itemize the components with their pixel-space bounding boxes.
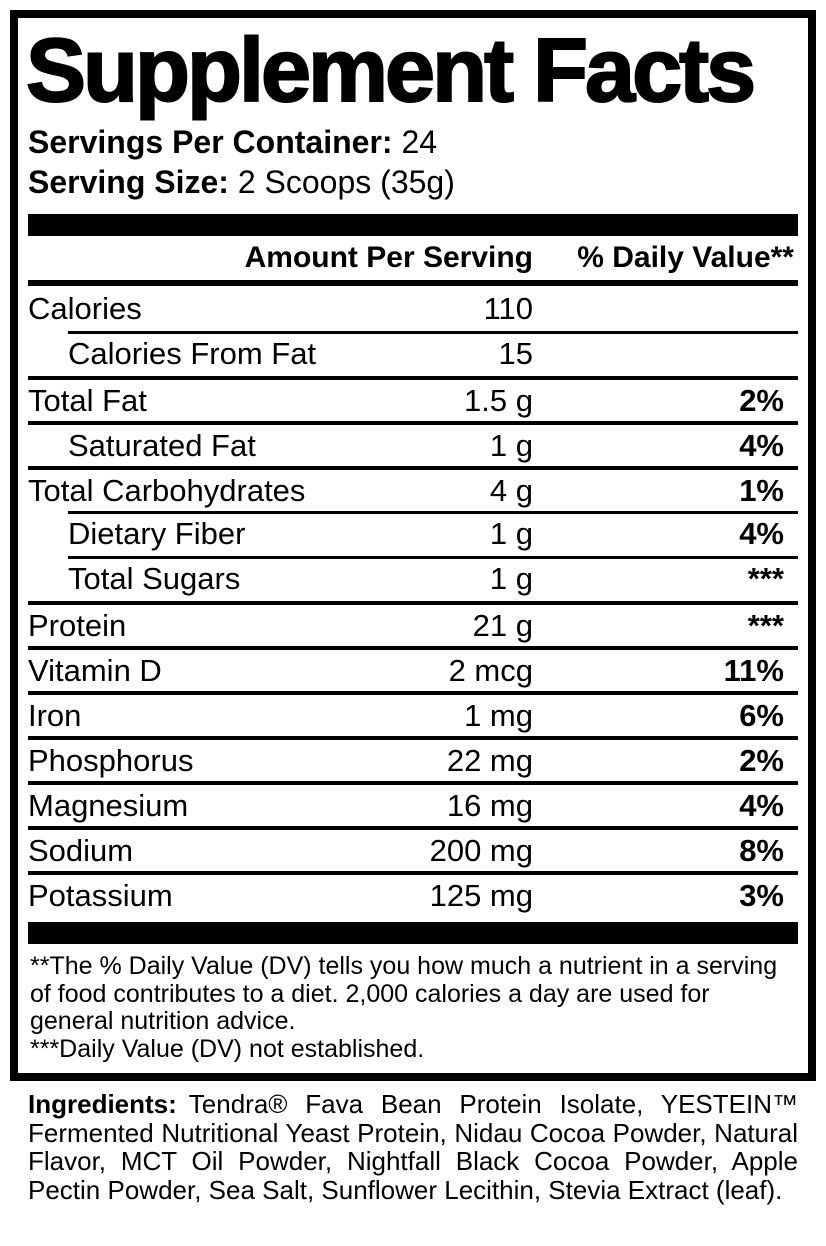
nutrient-dv: 2%	[739, 742, 784, 778]
nutrient-dv: ***	[747, 560, 784, 596]
nutrient-amount: 1 mg	[464, 697, 533, 733]
table-row-calories-from-fat	[28, 331, 798, 376]
nutrient-name: Calories	[28, 290, 142, 326]
nutrient-amount: 200 mg	[429, 832, 533, 868]
nutrient-dv: 2%	[739, 382, 784, 418]
table-row-saturated-fat	[28, 421, 798, 466]
table-row-calories	[28, 286, 798, 331]
ingredients-label: Ingredients:	[28, 1089, 177, 1119]
nutrient-name: Total Sugars	[68, 560, 241, 596]
divider-bar-top	[28, 214, 798, 236]
nutrient-name: Phosphorus	[28, 742, 194, 778]
serving-size-value: 2 Scoops (35g)	[237, 164, 455, 200]
table-row-dietary-fiber	[28, 511, 798, 556]
nutrient-amount: 16 mg	[446, 787, 533, 823]
nutrient-name: Potassium	[28, 877, 173, 913]
supplement-facts-panel	[10, 10, 816, 1081]
nutrient-name: Total Carbohydrates	[28, 472, 306, 508]
servings-per-container	[28, 122, 798, 162]
nutrient-name: Saturated Fat	[68, 427, 256, 463]
nutrient-name: Total Fat	[28, 382, 147, 418]
table-row-vitamin-d	[28, 646, 798, 691]
nutrient-name: Vitamin D	[28, 652, 162, 688]
daily-value-header: % Daily Value**	[577, 241, 794, 274]
nutrient-amount: 1.5 g	[464, 382, 533, 418]
table-header-row	[28, 236, 798, 280]
nutrient-dv: ***	[747, 607, 784, 643]
nutrient-table	[28, 286, 798, 916]
panel-title: Supplement Facts	[26, 21, 754, 121]
nutrient-amount: 15	[498, 335, 533, 371]
table-row-magnesium	[28, 781, 798, 826]
table-row-potassium	[28, 871, 798, 916]
nutrient-dv: 8%	[739, 832, 784, 868]
nutrient-amount: 1 g	[489, 427, 533, 463]
ingredients-paragraph	[28, 1090, 798, 1204]
nutrient-name: Protein	[28, 607, 127, 643]
nutrient-name: Sodium	[28, 832, 134, 868]
nutrient-name: Iron	[28, 697, 82, 733]
daily-value-footnote: **The % Daily Value (DV) tells you how much a nutrient in a serving of food contributes to a diet. 2,000 calories a day are used for general nutrition advice.	[30, 952, 778, 1035]
nutrient-amount: 2 mcg	[448, 652, 533, 688]
nutrient-amount: 110	[483, 290, 533, 326]
nutrient-amount: 1 g	[489, 560, 533, 596]
ingredients-text: Tendra® Fava Bean Protein Isolate, YESTEIN™ Fermented Nutritional Yeast Protein, Nidau Cocoa Powder, Natural Flavor, MCT Oil Powder, Nightfall Black Cocoa Powder, Apple Pectin Powder, Sea Salt, Sunflower Lecithin, Stevia Extract (leaf).	[28, 1089, 798, 1205]
nutrient-amount: 1 g	[489, 515, 533, 551]
amount-per-serving-header: Amount Per Serving	[244, 241, 533, 274]
serving-size-label: Serving Size:	[28, 164, 229, 200]
nutrient-dv: 4%	[739, 427, 784, 463]
table-row-total-fat	[28, 376, 798, 421]
footnotes	[28, 944, 798, 1073]
divider-bar-bottom	[28, 922, 798, 944]
not-established-footnote: ***Daily Value (DV) not established.	[30, 1034, 425, 1063]
table-row-total-sugars	[28, 556, 798, 601]
nutrient-dv: 4%	[739, 515, 784, 551]
table-row-protein	[28, 601, 798, 646]
nutrient-dv: 11%	[723, 652, 784, 688]
nutrient-amount: 21 g	[472, 607, 533, 643]
nutrient-amount: 22 mg	[446, 742, 533, 778]
table-row-sodium	[28, 826, 798, 871]
nutrient-dv: 3%	[739, 877, 784, 913]
serving-size	[28, 162, 798, 202]
nutrient-name: Magnesium	[28, 787, 189, 823]
table-row-total-carbohydrates	[28, 466, 798, 511]
servings-per-container-label: Servings Per Container:	[28, 124, 393, 160]
table-row-phosphorus	[28, 736, 798, 781]
nutrient-dv: 4%	[739, 787, 784, 823]
servings-per-container-value: 24	[401, 124, 438, 160]
nutrient-dv: 6%	[739, 697, 784, 733]
nutrient-amount: 4 g	[489, 472, 533, 508]
nutrient-name: Calories From Fat	[68, 335, 317, 371]
nutrient-amount: 125 mg	[429, 877, 533, 913]
nutrient-dv: 1%	[739, 472, 784, 508]
table-row-iron	[28, 691, 798, 736]
nutrient-name: Dietary Fiber	[68, 515, 246, 551]
